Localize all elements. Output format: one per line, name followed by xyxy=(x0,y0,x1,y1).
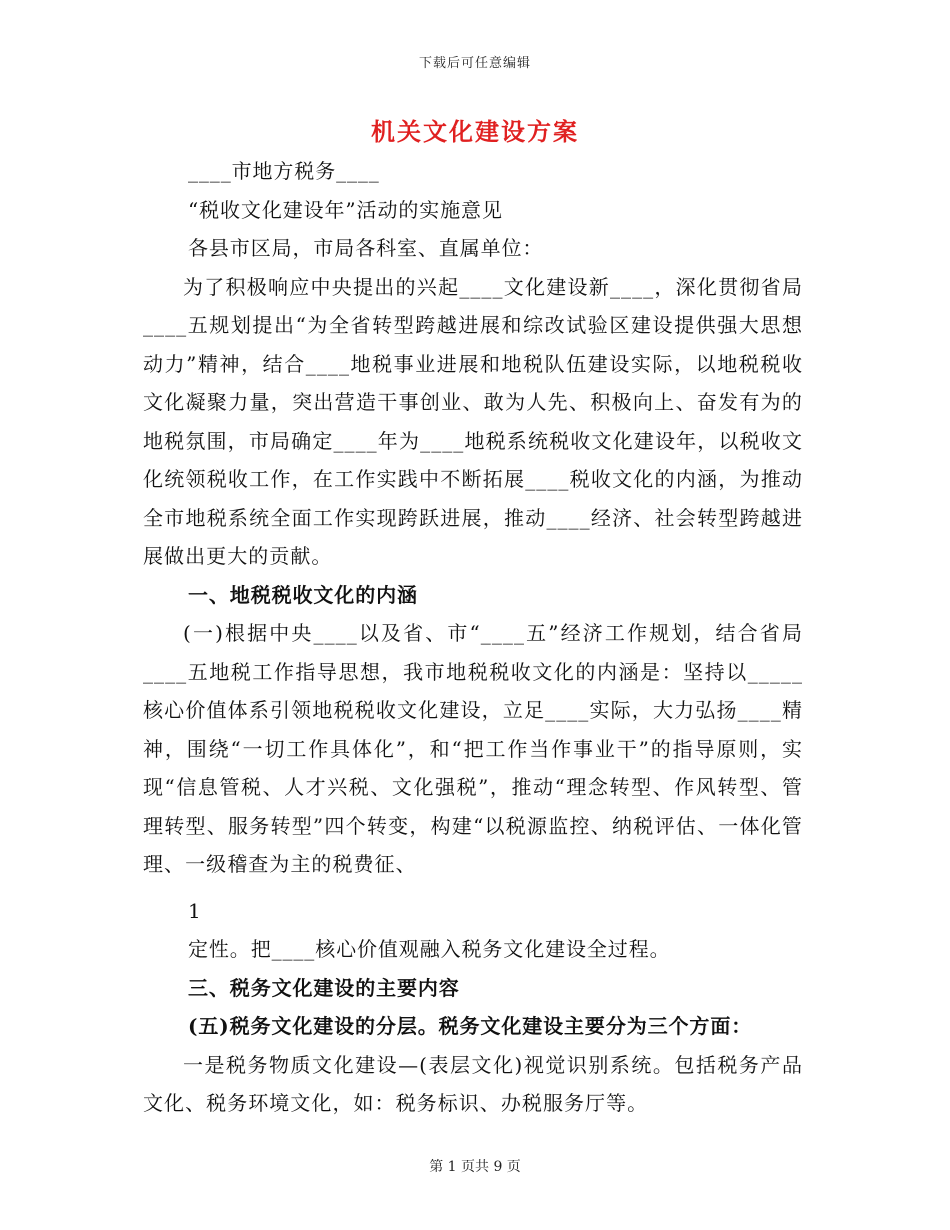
salutation-line: 各县市区局，市局各科室、直属单位： xyxy=(188,236,544,260)
continuation-line: 定性。把____核心价值观融入税务文化建设全过程。 xyxy=(188,937,671,961)
page-header: 下载后可任意编辑 xyxy=(418,56,531,71)
page-footer: 第 1 页共 9 页 xyxy=(429,1159,521,1175)
section-heading-3: 三、税务文化建设的主要内容 xyxy=(188,975,460,1000)
document-title: 机关文化建设方案 xyxy=(371,117,579,146)
intro-paragraph: 为了积极响应中央提出的兴起____文化建设新____，深化贯彻省局____五规划提出“为全省转型跨越进展和综改试验区建设提供强大思想动力”精神，结合____地税事业进展和地税队伍建设实际，以地税税收文化凝聚力量，突出营造干事创业、敢为人先、积极向上、奋发有为的地税氛围，市局确定____年为____地税系统税收文化建设年，以税收文化统领税收工作，在工作实践中不断拓展____税收文化的内涵，为推动全市地税系统全面工作实现跨跃进展，推动____经济、社会转型跨越进展做出更大的贡献。 xyxy=(143,274,803,568)
subsection-heading-5: (五)税务文化建设的分层。税务文化建设主要分为三个方面： xyxy=(188,1014,753,1038)
section-heading-1: 一、地税税收文化的内涵 xyxy=(188,582,418,607)
inner-page-number: 1 xyxy=(188,898,201,923)
document-body xyxy=(143,152,803,1123)
section1-paragraph: (一)根据中央____以及省、市“____五”经济工作规划，结合省局____五地税工作指导思想，我市地税税收文化的内涵是：坚持以_____核心价值体系引领地税税收文化建设，立足____实际，大力弘扬____精神，围绕“一切工作具体化”，和“把工作当作事业干”的指导原则，实现“信息管税、人才兴税、文化强税”，推动“理念转型、作风转型、管理转型、服务转型”四个转变，构建“以税源监控、纳税评估、一体化管理、一级稽查为主的税费征、 xyxy=(143,621,803,876)
section3-paragraph: 一是税务物质文化建设—(表层文化)视觉识别系统。包括税务产品文化、税务环境文化，如：税务标识、办税服务厅等。 xyxy=(143,1052,803,1115)
issuer-line: ____市地方税务____ xyxy=(188,159,380,183)
subject-line: “税收文化建设年”活动的实施意见 xyxy=(188,197,503,222)
